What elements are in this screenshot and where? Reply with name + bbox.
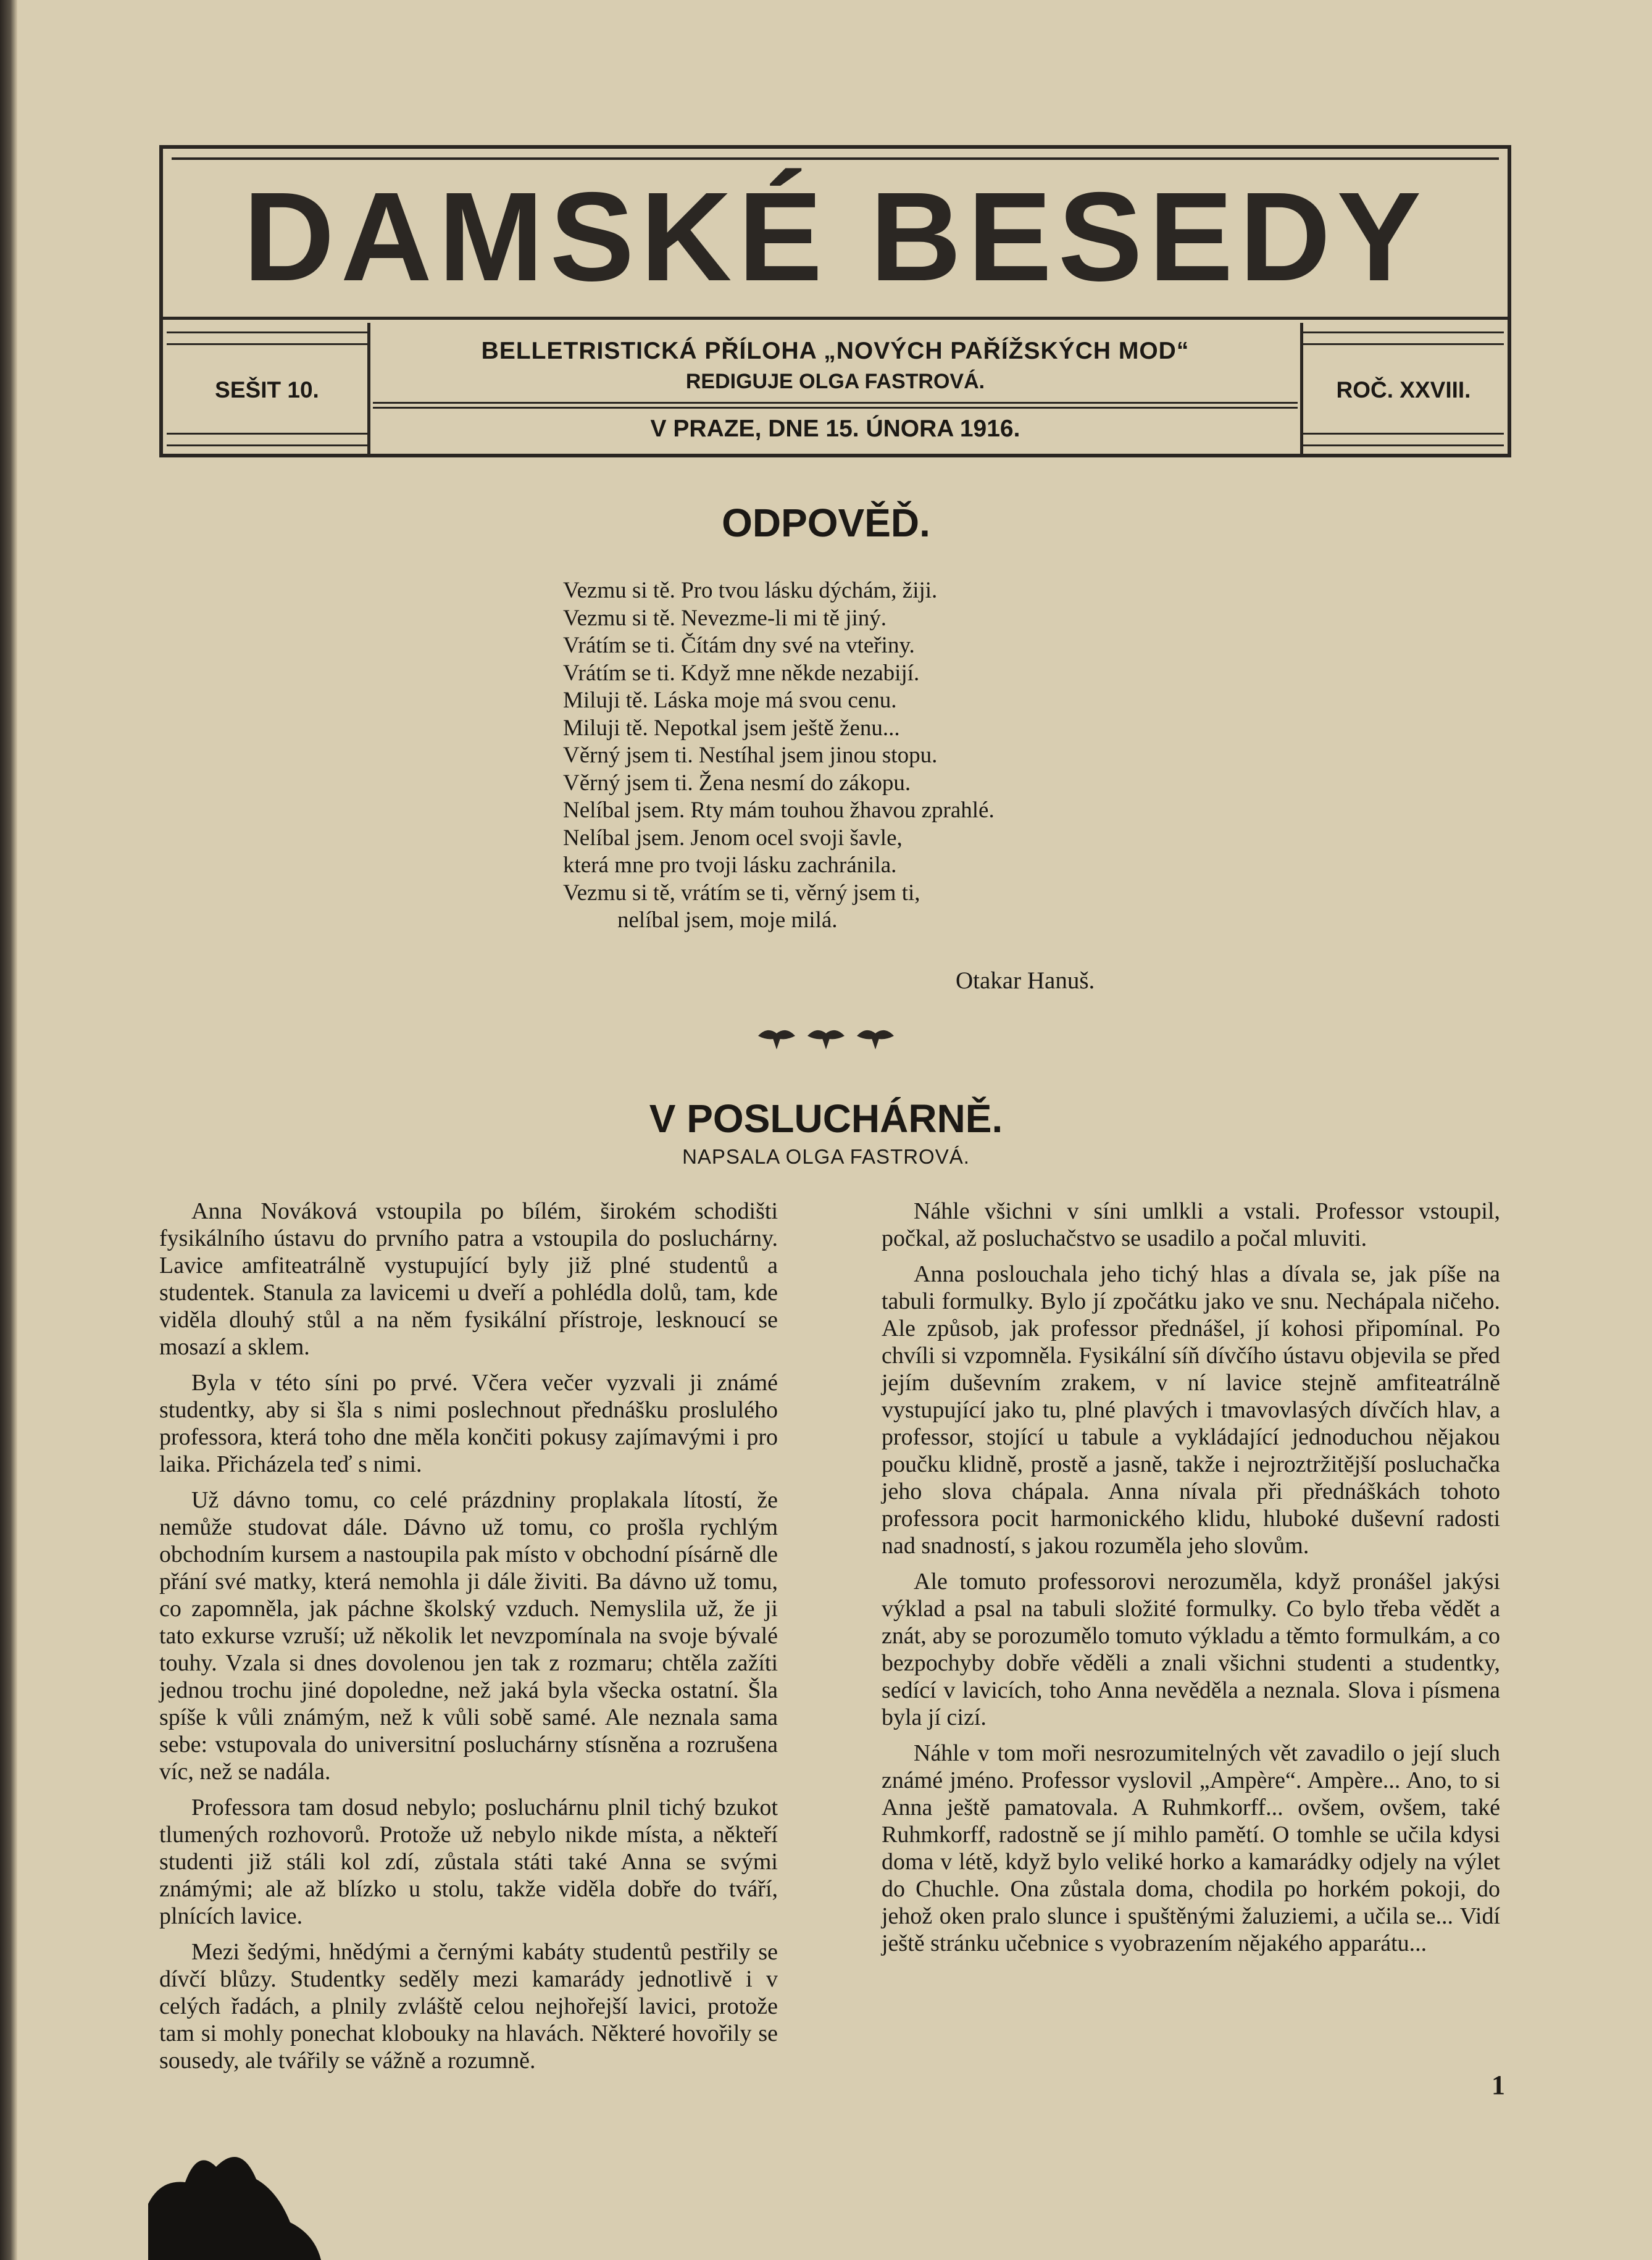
poem-author: Otakar Hanuš. [956, 967, 1095, 994]
poem-body [563, 577, 1180, 935]
page-number: 1 [1491, 2070, 1505, 2100]
story-byline: NAPSALA OLGA FASTROVÁ. [682, 1145, 970, 1168]
masthead-center [373, 323, 1298, 454]
paragraph: Mezi šedými, hnědými a černými kabáty studentů pestřily se dívčí blůzy. Studentky seděly mezi kamarády jednotlivě i v celých řadách, a plnily zvláště celou nejhořejší lavici, protože tam si mohly ponechat klobouky na hlavách. Některé hovořily se sousedy, ale tvářily se vážně a rozumně. [159, 1939, 778, 2074]
issue-box-bottom-rule [167, 433, 367, 446]
poem-line: Vrátím se ti. Čítám dny své na vteřiny. [563, 633, 915, 658]
volume-number: ROČ. XXVIII. [1336, 377, 1471, 402]
ink-stain-icon [148, 2074, 321, 2260]
volume-box [1300, 323, 1504, 454]
poem-line: Vrátím se ti. Když mne někde nezabijí. [563, 660, 920, 686]
issue-box-top-rule [167, 331, 367, 345]
poem-line: Nelíbal jsem. Rty mám touhou žhavou zprahlé. [563, 798, 995, 823]
poem-title: ODPOVĚĎ. [722, 501, 930, 545]
paragraph: Anna Nováková vstoupila po bílém, širokém schodišti fysikálního ústavu do prvního patra a vstoupila do posluchárny. Lavice amfiteatrálně vystupující byly již plné studentů a studentek. Stanula za lavicemi u dveří a pohlédla dolů, tam, kde viděla dlouhý stůl a na něm fysikální přístroje, lesknoucí se mosazí a sklem. [159, 1198, 778, 1360]
poem-line: Miluji tě. Láska moje má svou cenu. [563, 688, 897, 713]
paragraph: Už dávno tomu, co celé prázdniny proplakala lítostí, že nemůže studovat dále. Dávno už tomu, co prošla rychlým obchodním kursem a nastoupila pak místo v obchodní písárně dle přání své matky, která nemohla ji dále živiti. Ba dávno už tomu, co zapomněla, jak páchne školský vzduch. Nemyslila už, že ji tato exkurse vzruší; už několik let nevzpomínala na svoje bývalé touhy. Vzala si dnes dovolenou jen tak z rozmaru; chtěla zažíti jednou trochu jiné dopoledne, než jaká byla všecka ostatní. Šla spíše k vůli známým, než k vůli sobě samé. Ale neznala sama sebe: vstupovala do universitní posluchárny stísněna a rozrušena víc, než se nadála. [159, 1487, 778, 1785]
paragraph: Byla v této síni po prvé. Včera večer vyzvali ji známé studentky, aby si šla s nimi poslechnout přednášku proslulého professora, která toho dne měla končiti pokusy zajímavými i pro laika. Přicházela teď s nimi. [159, 1370, 778, 1477]
paragraph: Ale tomuto professorovi nerozuměla, když pronášel jakýsi výklad a psal na tabuli složité formulky. Co bylo třeba vědět a znát, aby se porozumělo tomuto výkladu a těmto formulkám, a co bezpochyby dobře věděli a znali všichni studenti a studentky, sedící v lavicích, toho Anna nevěděla a neznala. Slova i písmena byla jí cizí. [882, 1569, 1500, 1730]
poem-line: nelíbal jsem, moje milá. [617, 907, 838, 933]
center-rule-lower [373, 407, 1298, 409]
issue-number: SEŠIT 10. [215, 377, 319, 402]
poem-line: Vezmu si tě, vrátím se ti, věrný jsem ti, [563, 880, 920, 906]
story-column-right [882, 1198, 1500, 1966]
masthead-divider [163, 317, 1508, 320]
masthead [159, 145, 1511, 457]
masthead-top-rule [172, 157, 1499, 160]
story-title: V POSLUCHÁRNĚ. [649, 1096, 1003, 1141]
paragraph: Náhle všichni v síni umlkli a vstali. Professor vstoupil, počkal, až posluchačstvo se usadilo a počal mluviti. [882, 1198, 1500, 1251]
supplement-subtitle: BELLETRISTICKÁ PŘÍLOHA „NOVÝCH PAŘÍŽSKÝCH MOD“ [481, 338, 1190, 364]
dateline: V PRAZE, DNE 15. ÚNORA 1916. [650, 415, 1020, 442]
poem-line: Vezmu si tě. Pro tvou lásku dýchám, žiji. [563, 578, 938, 603]
paragraph: Náhle v tom moři nesrozumitelných vět zavadilo o její sluch známé jméno. Professor vyslovil „Ampère“. Ampère... Ano, to si Anna ještě pamatovala. A Ruhmkorff... ovšem, ovšem, také Ruhmkorff, radostně se jí mihlo pamětí. O tomhle se učila kdysi doma v létě, když bylo veliké horko a kamarádky odjely na výlet do Chuchle. Ona zůstala doma, chodila po horkém pokoji, do jehož oken pralo slunce i spuštěnými žaluziemi, a učila se... Vidí ještě stránku učebnice s vyobrazením nějakého apparátu... [882, 1740, 1500, 1956]
volume-box-top-rule [1303, 331, 1504, 345]
editor-line: REDIGUJE OLGA FASTROVÁ. [685, 370, 985, 393]
paragraph: Anna poslouchala jeho tichý hlas a dívala se, jak píše na tabuli formulky. Bylo jí zpočátku jako ve snu. Nechápala ničeho. Ale způsob, jak professor přednášel, jí kohosi připomínal. Po chvíli si vzpomněla. Fysikální síň dívčího ústavu objevila se před jejím duševním zrakem, v ní lavice stejně amfiteatrálně vystupující jako tu, plné plavých i tmavovlasých dívčích hlav, a professor, stojící u tabule a vykládající jednoduchou nějakou poučku klidně, prostě a jasně, takže i nejroztržitější posluchačka jeho slova chápala. Anna nívala při přednáškách tohoto professora pocit harmonického klidu, hluboké duševní radosti nad snadností, s jakou rozuměla jeho slovům. [882, 1261, 1500, 1559]
poem-line: která mne pro tvoji lásku zachránila. [563, 853, 897, 878]
issue-box [167, 323, 370, 454]
poem-line: Věrný jsem ti. Žena nesmí do zákopu. [563, 770, 911, 796]
poem-line: Věrný jsem ti. Nestíhal jsem jinou stopu. [563, 743, 938, 768]
paragraph: Professora tam dosud nebylo; posluchárnu plnil tichý bzukot tlumených rozhovorů. Protože už nebylo nikde místa, a někteří studenti již stáli kol zdí, zůstala státi také Anna se svými známými; ale až blízko u stolu, takže viděla dobře do tváří, plnících lavice. [159, 1795, 778, 1929]
story-column-left [159, 1198, 778, 2083]
volume-box-bottom-rule [1303, 433, 1504, 446]
center-rule-upper [373, 402, 1298, 404]
poem-line: Vezmu si tě. Nevezme-li mi tě jiný. [563, 605, 887, 631]
fleuron-ornament-icon [752, 1022, 906, 1052]
poem-line: Miluji tě. Nepotkal jsem ještě ženu... [563, 715, 900, 741]
poem-line: Nelíbal jsem. Jenom ocel svoji šavle, [563, 825, 903, 851]
magazine-title: DAMSKÉ BESEDY [243, 166, 1428, 307]
